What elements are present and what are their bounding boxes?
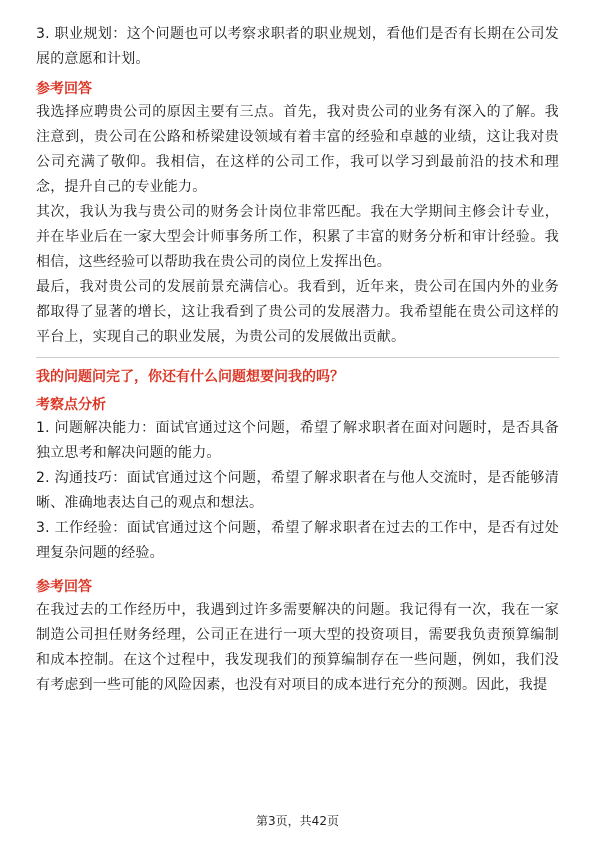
analysis-item-1: 1. 问题解决能力：面试官通过这个问题，希望了解求职者在面对问题时，是否具备独立思考和解决问题的能力。	[36, 420, 559, 461]
answer-paragraph-4: 在我过去的工作经历中，我遇到过许多需要解决的问题。我记得有一次，我在一家制造公司担任财务经理，公司正在进行一项大型的投资项目，需要我负责预算编制和成本控制。在这个过程中，我发现我们的预算编制存在一些问题，例如，我们没有考虑到一些可能的风险因素，也没有对项目的成本进行充分的预测。因此，我提	[36, 602, 559, 693]
answer-paragraph-1: 我选择应聘贵公司的原因主要有三点。首先，我对贵公司的业务有深入的了解。我注意到，贵公司在公路和桥梁建设领域有着丰富的经验和卓越的业绩，这让我对贵公司充满了敬仰。我相信，在这样的公司工作，我可以学习到最前沿的技术和理念，提升自己的专业能力。	[36, 104, 559, 195]
reference-answer-heading-2: 参考回答	[36, 579, 92, 595]
document-body	[36, 22, 559, 698]
question-heading: 我的问题问完了，你还有什么问题想要问我的吗？	[36, 369, 344, 385]
reference-answer-heading: 参考回答	[36, 81, 92, 97]
section-divider	[36, 357, 559, 358]
answer-paragraph-3: 最后，我对贵公司的发展前景充满信心。我看到，近年来，贵公司在国内外的业务都取得了显著的增长，这让我看到了贵公司的发展潜力。我希望能在贵公司这样的平台上，实现自己的职业发展，为贵公司的发展做出贡献。	[36, 279, 559, 345]
page-number: 第3页，共42页	[256, 814, 339, 828]
answer-paragraph-2: 其次，我认为我与贵公司的财务会计岗位非常匹配。我在大学期间主修会计专业，并在毕业后在一家大型会计师事务所工作，积累了丰富的财务分析和审计经验。我相信，这些经验可以帮助我在贵公司的岗位上发挥出色。	[36, 204, 559, 270]
analysis-heading: 考察点分析	[36, 397, 106, 413]
analysis-item-3: 3. 工作经验：面试官通过这个问题，希望了解求职者在过去的工作中，是否有过处理复杂问题的经验。	[36, 520, 559, 561]
analysis-item-2: 2. 沟通技巧：面试官通过这个问题，希望了解求职者在与他人交流时，是否能够清晰、准确地表达自己的观点和想法。	[36, 470, 559, 511]
analysis-item-career-plan: 3. 职业规划：这个问题也可以考察求职者的职业规划，看他们是否有长期在公司发展的意愿和计划。	[36, 26, 559, 67]
